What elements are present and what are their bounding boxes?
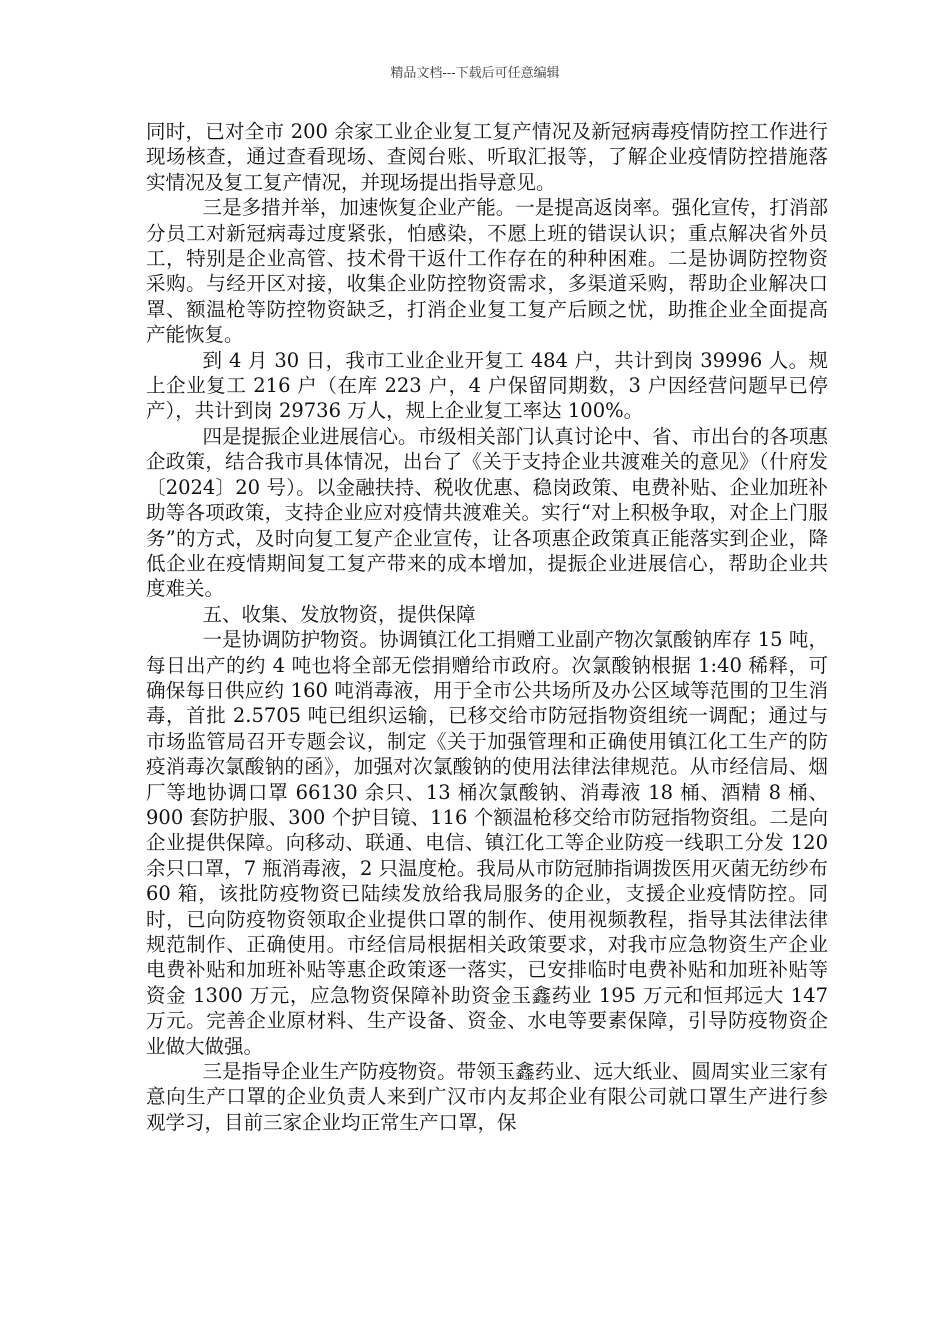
paragraph-protective-supplies: 一是协调防护物资。协调镇江化工捐赠工业副产物次氯酸钠库存 15 吨，每日出产的约 4 吨也将全部无偿捐赠给市政府。次氯酸钠根据 1:40 稀释，可确保每日供应约 160 吨消毒液，用于全市公共场所及办公区域等范围的卫生消毒，首批 2.5705 吨已组织运输，已移交给市防冠指物资组统一调配；通过与市场监管局召开专题会议，制定《关于加强管理和正确使用镇江化工生产的防疫消毒次氯酸钠的函》，加强对次氯酸钠的使用法律法律规范。从市经信局、烟厂等地协调口罩 66130 余只、13 桶次氯酸钠、消毒液 18 桶、酒精 8 桶、900 套防护服、300 个护目镜、116 个额温枪移交给市防冠指物资组。二是向企业提供保障。向移动、联通、电信、镇江化工等企业防疫一线职工分发 120 余只口罩，7 瓶消毒液，2 只温度枪。我局从市防冠肺指调拨医用灭菌无纺纱布 60 箱，该批防疫物资已陆续发放给我局服务的企业，支援企业疫情防控。同时，已向防疫物资领取企业提供口罩的制作、使用视频教程，指导其法律法律规范制作、正确使用。市经信局根据相关政策要求，对我市应急物资生产企业电费补贴和加班补贴等惠企政策逐一落实，已安排临时电费补贴和加班补贴等资金 1300 万元，应急物资保障补助资金玉鑫药业 195 万元和恒邦远大 147 万元。完善企业原材料、生产设备、资金、水电等要素保障，引导防疫物资企业做大做强。 [146, 628, 828, 1058]
paragraph-point-four: 四是提振企业进展信心。市级相关部门认真讨论中、省、市出台的各项惠企政策，结合我市具体情况，出台了《关于支持企业共渡难关的意见》（什府发〔2024〕20 号）。以金融扶持、税收优惠、稳岗政策、电费补贴、企业加班补助等各项政策，支持企业应对疫情共渡难关。实行“对上积极争取，对企上门服务”的方式，及时向复工复产企业宣传，让各项惠企政策真正能落实到企业，降低企业在疫情期间复工复产带来的成本增加，提振企业进展信心，帮助企业共度难关。 [146, 424, 828, 601]
section-heading-five: 五、收集、发放物资，提供保障 [202, 602, 476, 626]
document-body [146, 119, 828, 1135]
paragraph-guide-production: 三是指导企业生产防疫物资。带领玉鑫药业、远大纸业、圆周实业三家有意向生产口罩的企业负责人来到广汉市内友邦企业有限公司就口罩生产进行参观学习，目前三家企业均正常生产口罩，保 [146, 1060, 828, 1134]
paragraph-point-three: 三是多措并举，加速恢复企业产能。一是提高返岗率。强化宣传，打消部分员工对新冠病毒过度紧张，怕感染，不愿上班的错误认识；重点解决省外员工，特别是企业高管、技术骨干返什工作存在的种种困难。二是协调防控物资采购。与经开区对接，收集企业防控物资需求，多渠道采购，帮助企业解决口罩、额温枪等防控物资缺乏，打消企业复工复产后顾之忧，助推企业全面提高产能恢复。 [146, 196, 828, 347]
paragraph-continuation: 同时，已对全市 200 余家工业企业复工复产情况及新冠病毒疫情防控工作进行现场核查，通过查看现场、查阅台账、听取汇报等，了解企业疫情防控措施落实情况及复工复产情况，并现场提出指导意见。 [146, 120, 828, 194]
page-header: 精品文档---下载后可任意编辑 [390, 66, 560, 81]
paragraph-statistics: 到 4 月 30 日，我市工业企业开复工 484 户，共计到岗 39996 人。规上企业复工 216 户（在库 223 户，4 户保留同期数，3 户因经营问题早已停产），共计到岗 29736 万人，规上企业复工率达 100%。 [146, 348, 828, 423]
